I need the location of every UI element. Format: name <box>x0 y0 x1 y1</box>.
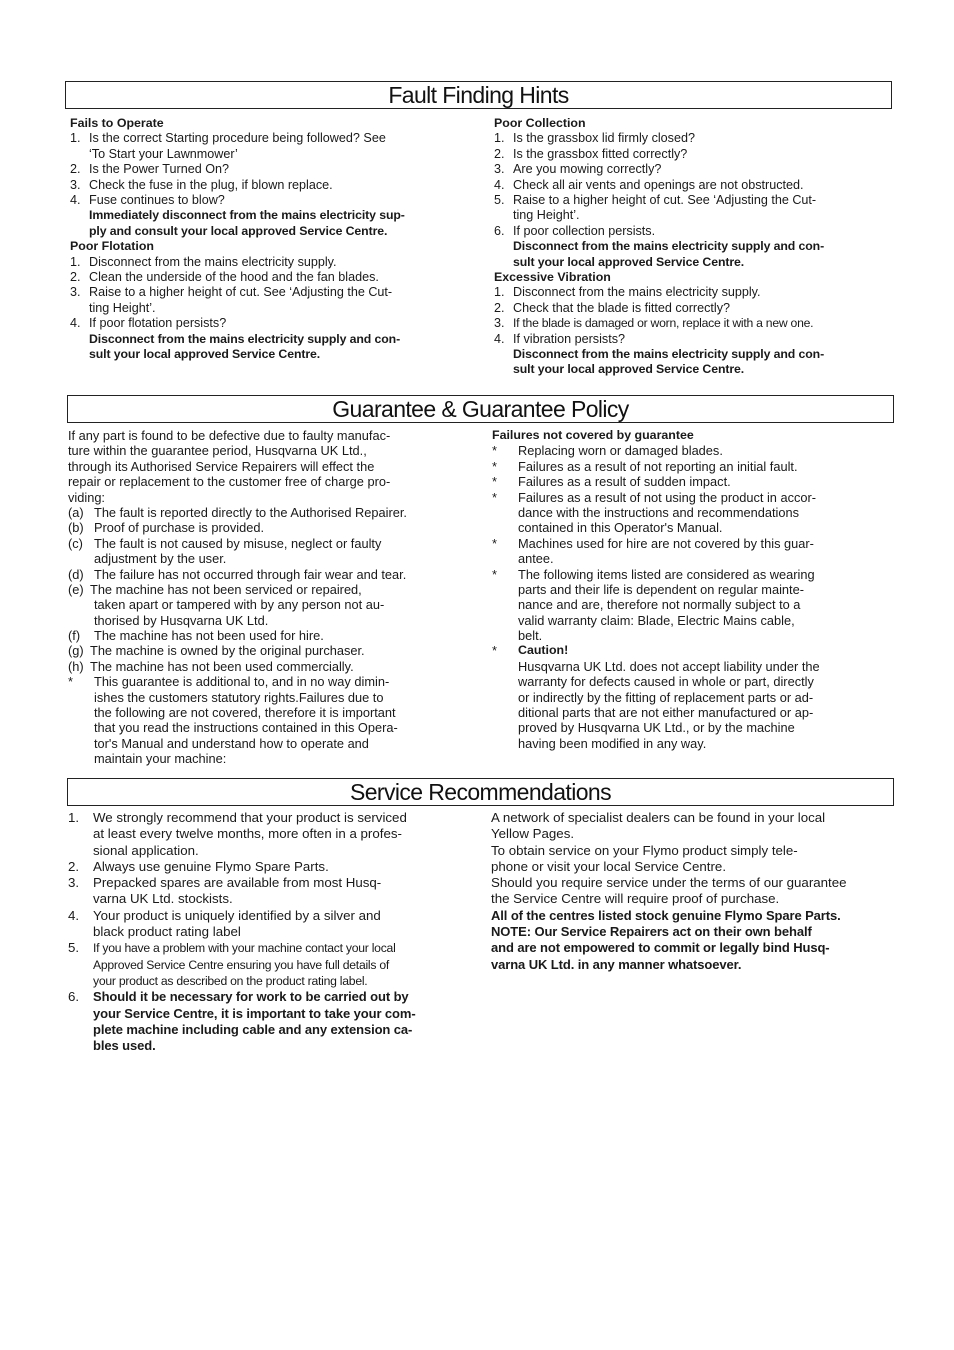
list-item: * Machines used for hire are not covered by this guar- antee. <box>492 535 814 567</box>
list-item: (c) The fault is not caused by misuse, neglect or faulty adjustment by the user. <box>68 535 382 567</box>
list-item: 2. Check that the blade is fitted correctly? <box>494 300 731 315</box>
caution-item: * Caution! Husqvarna UK Ltd. does not accept liability under the warranty for defects caused in whole or part, directly or indirectly by the fitting of replacement parts or ad- ditional parts that are not either manufactured or ap- proved by Husqvarna UK Ltd., or by the machine having been modified in any way. <box>492 643 892 751</box>
fails-to-operate-heading: Fails to Operate <box>70 116 164 130</box>
list-item: * Failures as a result of not reporting an initial fault. <box>492 458 798 474</box>
list-item: * The following items listed are considered as wearing parts and their life is dependent on regular mainte- nance and are, therefore not normally subject to a valid warranty claim: Blade, Electric Mains cable, belt. <box>492 566 815 644</box>
list-item: 4. Check all air vents and openings are not obstructed. <box>494 177 804 192</box>
list-item: (e) The machine has not been serviced or repaired, taken apart or tampered with by any person not au- thorised by Husqvarna UK Ltd. <box>68 581 385 628</box>
list-item: 6. Should it be necessary for work to be carried out by your Service Centre, it is important to take your com- plete machine including cable and any extension ca- bles used. <box>68 989 416 1054</box>
list-item: 1. We strongly recommend that your product is serviced at least every twelve months, more often in a profes- sional application. <box>68 810 407 858</box>
fault-right-column <box>494 116 894 378</box>
not-covered-heading: Failures not covered by guarantee <box>492 428 694 442</box>
flotation-list <box>70 255 470 363</box>
list-item: 3. Are you mowing correctly? <box>494 162 662 177</box>
list-item: 1. Is the grassbox lid firmly closed? <box>494 131 695 146</box>
list-item: 4. Your product is uniquely identified by a silver and black product rating label <box>68 907 381 940</box>
fault-finding-title: Fault Finding Hints <box>65 81 892 109</box>
list-item: 2. Clean the underside of the hood and the fan blades. <box>70 269 379 284</box>
list-item: 3. Prepacked spares are available from most Husq- varna UK Ltd. stockists. <box>68 875 382 907</box>
list-item: 5. If you have a problem with your machine contact your local Approved Service Centre ensuring you have full details of your product as described on the product rating label. <box>68 940 396 988</box>
list-item: * This guarantee is additional to, and in no way dimin- ishes the customers statutory rights.Failures due to the following are not covered, therefore it is important that you read the instructions contained in this Opera- tor's Manual and understand how to operate and maintain your machine: <box>68 674 398 767</box>
guarantee-title: Guarantee & Guarantee Policy <box>67 395 894 423</box>
service-left-column <box>68 810 478 1054</box>
poor-collection-heading: Poor Collection <box>494 116 586 130</box>
excessive-vibration-heading: Excessive Vibration <box>494 269 611 284</box>
list-item: 2. Is the grassbox fitted correctly? <box>494 146 688 161</box>
poor-flotation-heading: Poor Flotation <box>70 239 154 254</box>
list-item: * Failures as a result of not using the product in accor- dance with the instructions and recommendations contained in this Operator's Manual. <box>492 489 817 536</box>
list-item: 3. Check the fuse in the plug, if blown replace. <box>70 177 333 192</box>
list-item: 2. Always use genuine Flymo Spare Parts. <box>68 858 329 874</box>
list-item: (a) The fault is reported directly to the Authorised Repairer. <box>68 504 407 520</box>
list-item: (g) The machine is owned by the original purchaser. <box>68 643 365 659</box>
service-title: Service Recommendations <box>67 778 894 806</box>
list-item: * Failures as a result of sudden impact. <box>492 474 731 490</box>
list-item: (f) The machine has not been used for hire. <box>68 628 324 644</box>
list-item: * Replacing worn or damaged blades. <box>492 443 723 459</box>
list-item: 3. Raise to a higher height of cut. See ‘Adjusting the Cut- ting Height’. <box>70 285 393 315</box>
guarantee-intro: If any part is found to be defective due to faulty manufac- ture within the guarantee period, Husqvarna UK Ltd., through its Authorised Service Repairers will effect the repair or replacement to the customer free of charge pro- viding: <box>68 428 391 505</box>
list-item: 1. Disconnect from the mains electricity supply. <box>494 285 761 300</box>
list-item: 5. Raise to a higher height of cut. See ‘Adjusting the Cut- ting Height’. <box>494 193 817 223</box>
fault-left-column <box>70 116 470 362</box>
list-item: 6. If poor collection persists. Disconnect from the mains electricity supply and con- sult your local approved Service Centre. <box>494 223 825 269</box>
list-item: 4. If poor flotation persists? Disconnect from the mains electricity supply and con- sult your local approved Service Centre. <box>70 316 401 361</box>
collection-list <box>494 131 894 270</box>
list-item: (d) The failure has not occurred through fair wear and tear. <box>68 566 407 582</box>
list-item: 1. Is the correct Starting procedure being followed? See ‘To Start your Lawnmower’ <box>70 131 386 161</box>
caution-heading: Caution! <box>518 643 569 658</box>
guarantee-right-column <box>492 428 892 751</box>
list-item: 1. Disconnect from the mains electricity supply. <box>70 254 337 269</box>
list-item: 4. Fuse continues to blow? Immediately disconnect from the mains electricity sup- ply and consult your local approved Service Centre. <box>70 192 405 238</box>
list-item: 2. Is the Power Turned On? <box>70 162 230 177</box>
fails-list <box>70 131 470 239</box>
list-item: 3. If the blade is damaged or worn, replace it with a new one. <box>494 316 814 331</box>
list-item: (h) The machine has not been used commercially. <box>68 658 354 674</box>
vibration-list <box>494 285 894 377</box>
list-item: 4. If vibration persists? Disconnect from the mains electricity supply and con- sult your local approved Service Centre. <box>494 331 825 377</box>
guarantee-left-column <box>68 428 478 767</box>
list-item: (b) Proof of purchase is provided. <box>68 520 265 536</box>
service-right-column: A network of specialist dealers can be found in your local Yellow Pages. To obtain service on your Flymo product simply tele- phone or visit your local Service Centre. Should you require service under the terms of our guarantee the Service Centre will require proof of purchase. All of the centres listed stock genuine Flymo Spare Parts. NOTE: Our Service Repairers act on their own behalf and are not empowered to commit or legally bind Husq- varna UK Ltd. in any manner whatsoever. <box>491 810 847 972</box>
